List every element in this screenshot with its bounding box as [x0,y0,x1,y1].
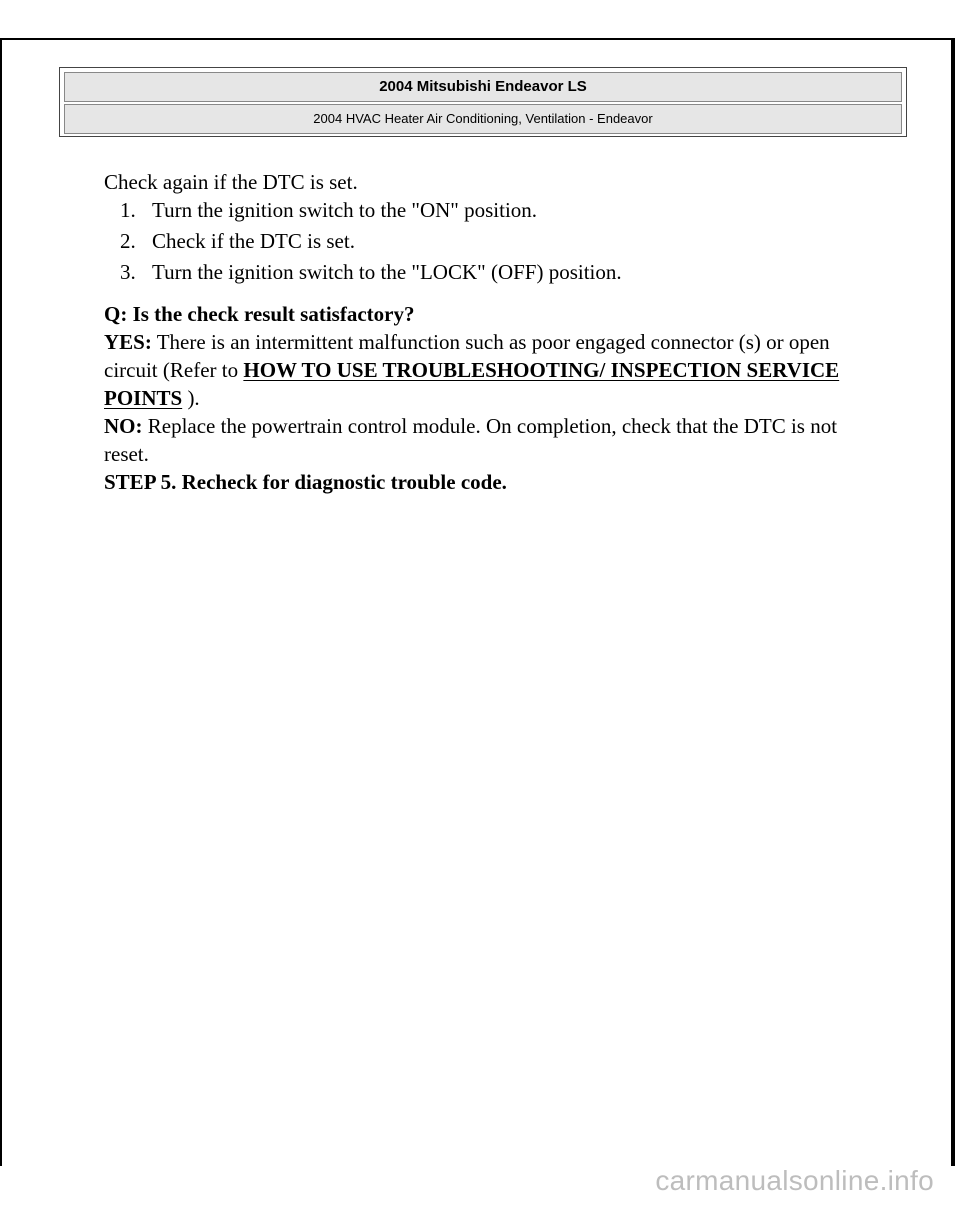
troubleshooting-link[interactable]: HOW TO USE TROUBLESHOOTING/ INSPECTION SERVICE POINTS [104,358,840,410]
watermark-text: carmanualsonline.info [655,1165,934,1196]
list-item [104,196,924,224]
step-text: Turn the ignition switch to the "LOCK" (OFF) position. [152,260,622,284]
header-title: 2004 Mitsubishi Endeavor LS [64,72,902,102]
answer-no [104,412,864,468]
step-text: Check if the DTC is set. [152,229,355,253]
question-heading: Q: Is the check result satisfactory? [104,302,415,326]
intro-text: Check again if the DTC is set. [104,170,358,194]
step-text: Turn the ignition switch to the "ON" position. [152,198,538,222]
list-item [104,258,924,286]
yes-label: YES: [104,330,152,354]
list-item [104,227,924,255]
no-text: Replace the powertrain control module. On completion, check that the DTC is not reset. [104,414,838,466]
step-number: 1. [120,198,136,222]
step-list [104,196,924,286]
yes-text: There is an intermittent malfunction such as poor engaged connector (s) or open circuit (Refer to [104,330,830,382]
document-body [104,168,924,496]
yes-text-end: ). [182,386,200,410]
no-label: NO: [104,414,143,438]
step-number: 3. [120,260,136,284]
next-step-heading: STEP 5. Recheck for diagnostic trouble code. [104,470,507,494]
answer-yes [104,328,864,412]
step-number: 2. [120,229,136,253]
document-header [59,67,907,137]
header-subtitle: 2004 HVAC Heater Air Conditioning, Ventilation - Endeavor [64,104,902,134]
